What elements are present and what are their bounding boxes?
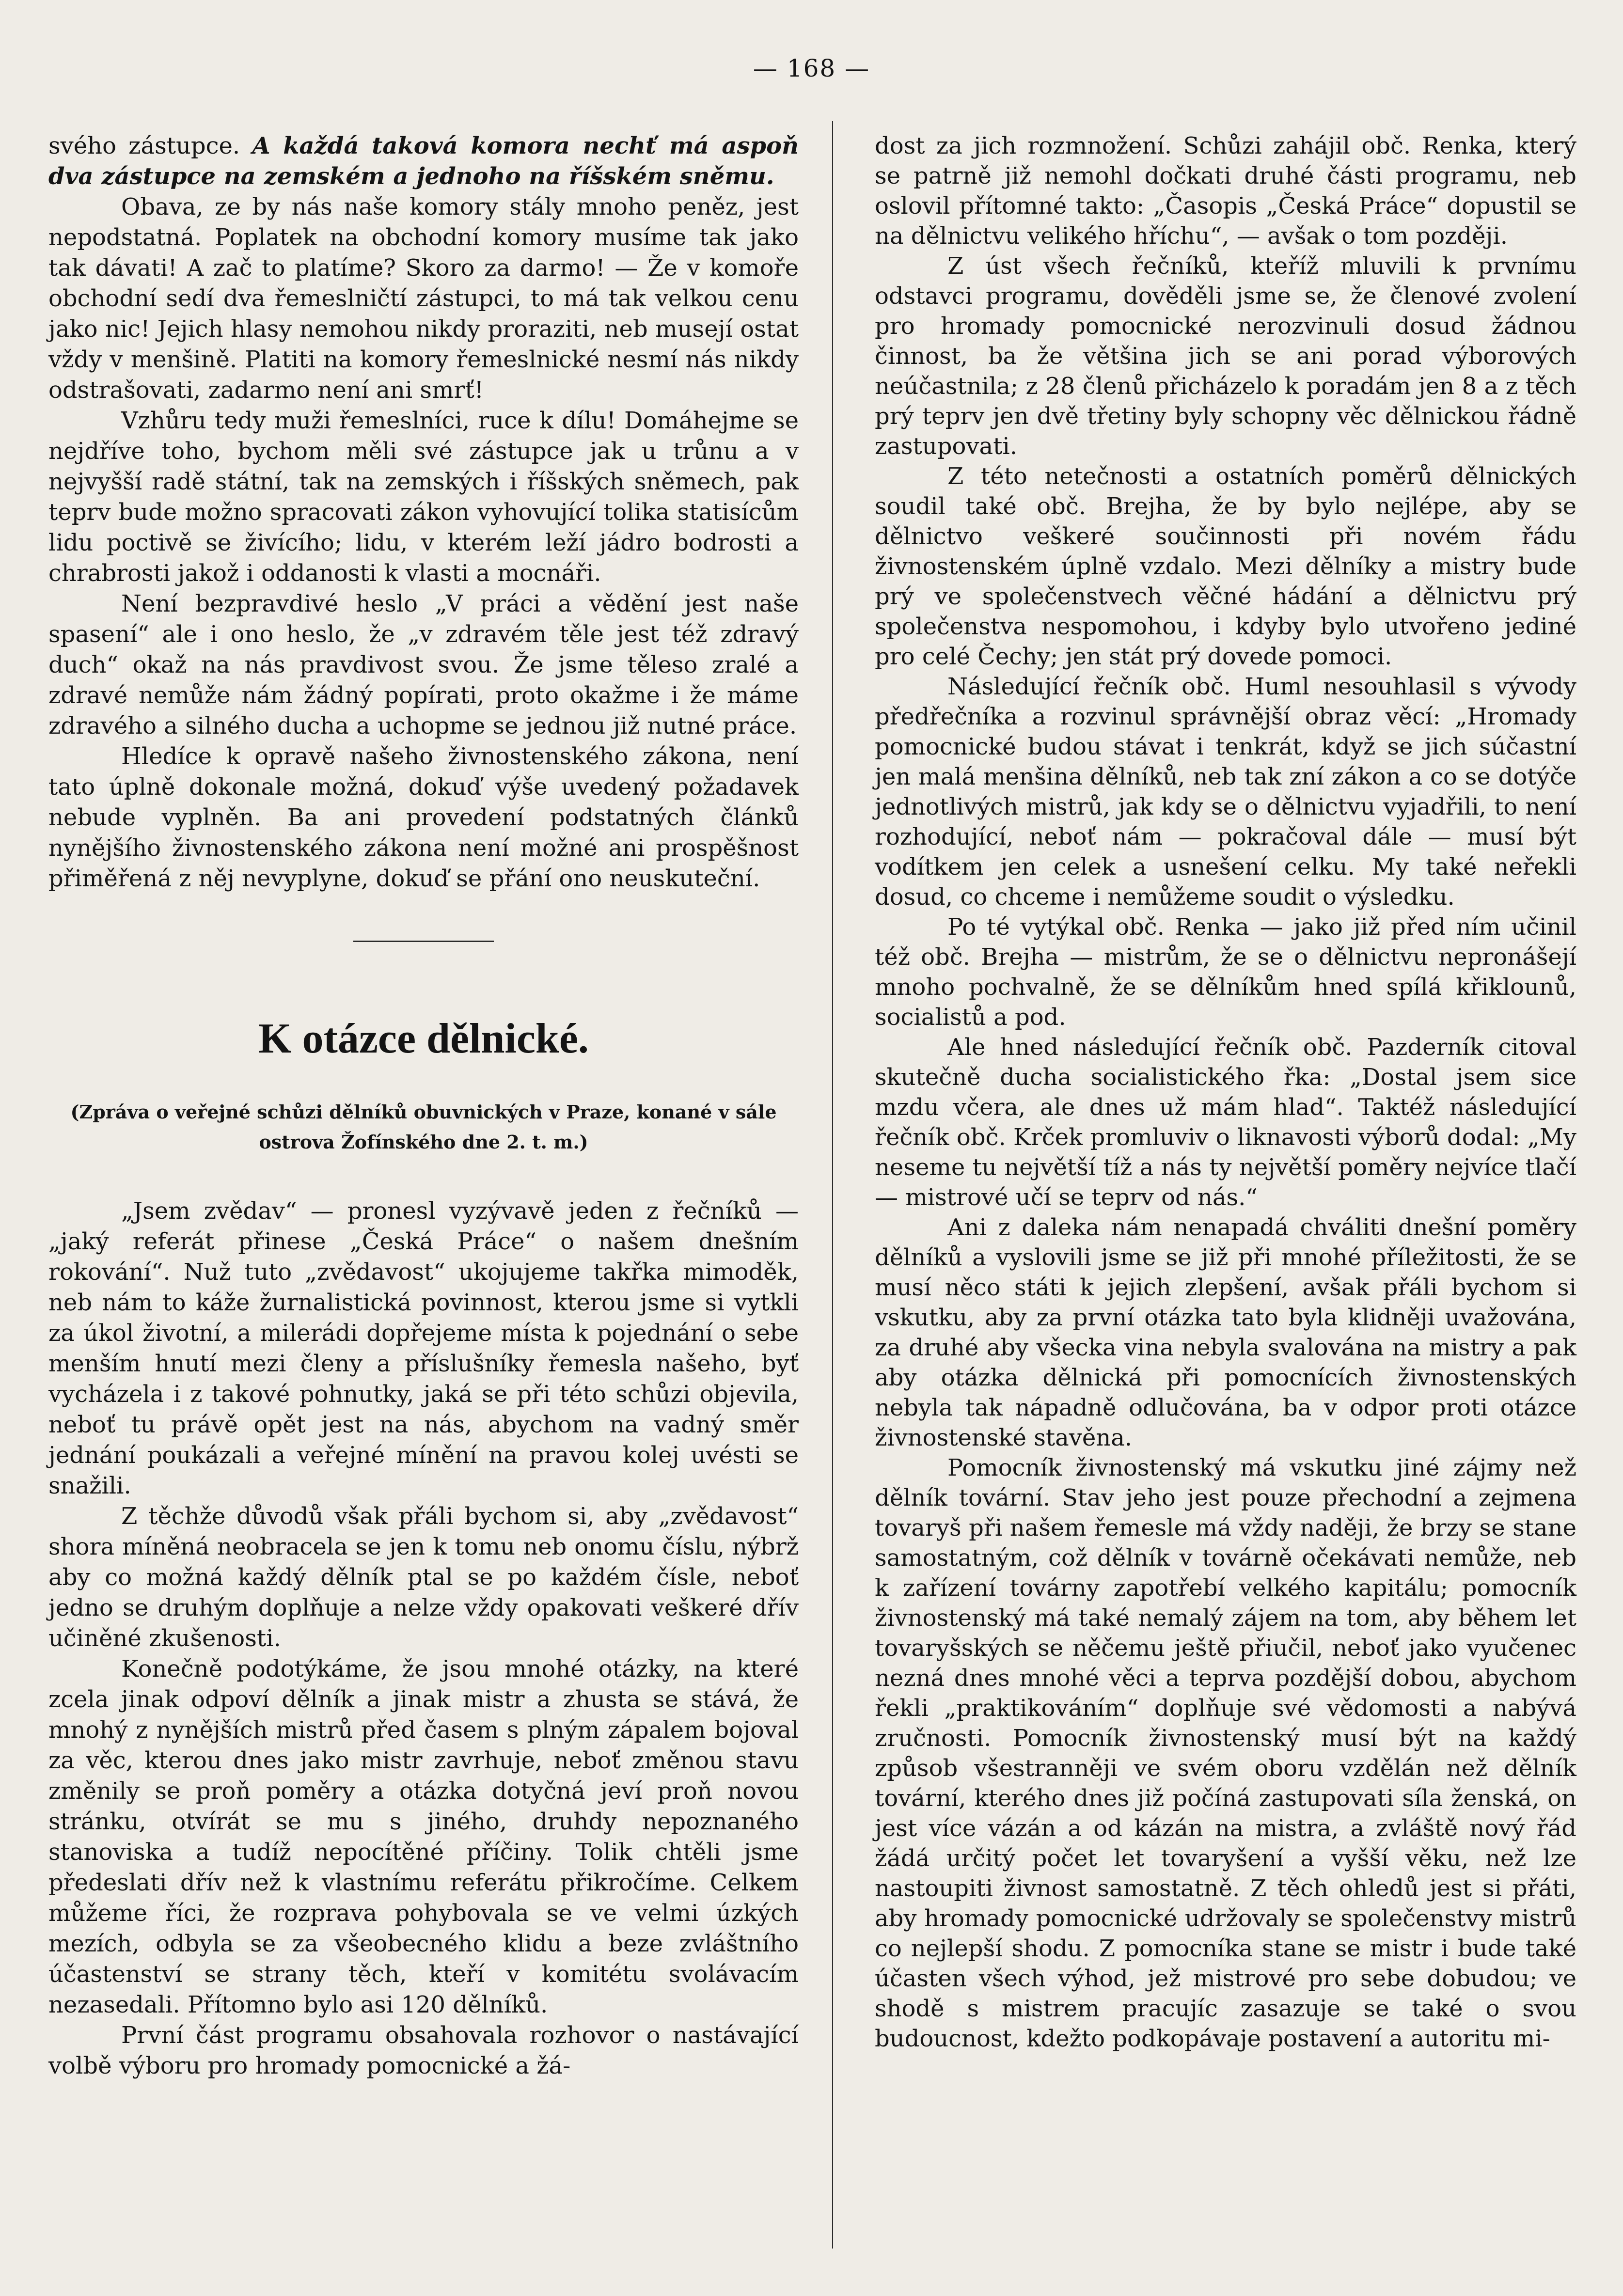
article-paragraph: Pomocník živnostenský má vskutku jiné zájmy než dělník tovární. Stav jeho jest pouze přechodní a zejmena tovaryš při našem řemesle má vždy naději, že brzy se stane samostatným, což dělník v továrně očekávati nemůže, neb k zařízení továrny zapotřebí velkého kapitálu; pomocník živnostenský má také nemalý zájem na tom, aby během let tovaryšských se něčemu ještě přiučil, neboť jako vyučenec nezná dnes mnohé věci a teprva pozdější dobou, abychom řekli „praktikováním“ doplňuje své vědomosti a nabývá zručnosti. Pomocník živnostenský musí být na každý způsob všestranněji ve svém oboru vzdělán než dělník tovární, kterého dnes již počíná zastupovati síla ženská, on jest více vázán a od kázán na mistra, a zvláště nový řád žádá určitý počet let tovaryšení a vyšší věku, než lze nastoupiti živnost samostatně. Z těch ohledů jest si přáti, aby hromady pomocnické udržovaly se společenstvy mistrů co nejlepší shodu. Z pomocníka stane se mistr i bude také účasten všech výhod, jež mistrové pro sebe dobudou; ve shodě s mistrem pracujíc zasazuje se také o svou budoucnost, kdežto podkopávaje postavení a autoritu mi-: [875, 1454, 1576, 2052]
article-paragraph: První část programu obsahovala rozhovor o nastávající volbě výboru pro hromady pomocnické a žá-: [48, 2022, 799, 2079]
article-subtitle: (Zpráva o veřejné schůzi dělníků obuvnických v Praze, konané v sále ostrova Žofínského dne 2. t. m.): [70, 1101, 777, 1153]
right-column: [875, 131, 1576, 2054]
article-paragraph: Z této netečnosti a ostatních poměrů dělnických soudil také obč. Brejha, že by bylo nejlépe, aby se dělnictvo veškeré součinnosti při novém řádu živnostenském úplně vzdalo. Mezi dělníky a mistry bude prý ve společenstvech věčné hádání a dělnictvu prý společenstva nespomohou, i kdyby bylo utvořeno jediné pro celé Čechy; jen stát prý dovede pomoci.: [875, 463, 1576, 670]
intro-paragraph: [48, 131, 799, 192]
article-paragraph: Z úst všech řečníků, kteříž mluvili k prvnímu odstavci programu, dověděli jsme se, že členové zvolení pro hromady pomocnické nerozvinuli dosud žádnou činnost, ba že většina jich se ani porad výborových neúčastnila; z 28 členů přicházelo k poradám jen 8 a z těch prý teprv jen dvě třetiny byly schopny věc dělnickou řádně zastupovati.: [875, 252, 1576, 460]
paragraph: Hledíce k opravě našeho živnostenského zákona, není tato úplně dokonale možná, dokuď výše uvedený požadavek nebude vyplněn. Ba ani provedení podstatných článků nynějšího živnostenského zákona není možné ani prospěšnost přiměřená z něj nevyplyne, dokuď se přání ono neuskuteční.: [48, 743, 799, 892]
column-divider: [832, 121, 833, 2249]
paragraph: Vzhůru tedy muži řemeslníci, ruce k dílu! Domáhejme se nejdříve toho, bychom měli své zástupce jak u trůnu a v nejvyšší radě státní, tak na zemských i říšských sněmech, pak teprv bude možno spracovati zákon vyhovující tolika statisícům lidu poctivě se živícího; lidu, v kterém leží jádro bodrosti a chrabrosti jakož i oddanosti k vlasti a mocnáři.: [48, 407, 799, 587]
page-number: — 168 —: [753, 54, 870, 82]
intro-italic: A každá taková komora nechť má aspoň dva zástupce na zemském a jednoho na říšském sněmu.: [48, 132, 799, 190]
article-paragraph: Ani z daleka nám nenapadá chváliti dnešní poměry dělníků a vyslovili jsme se již při mnohé příležitosti, že se musí něco státi k jejich zlepšení, avšak přáli bychom si vskutku, aby za první otázka tato byla klidněji uvažována, za druhé aby všecka vina nebyla svalována na mistry a pak aby otázka dělnická při pomocnících živnostenských nebyla tak nápadně odlučována, ba v odpor proti otázce živnostenské stavěna.: [875, 1214, 1576, 1451]
article-paragraph: Ale hned následující řečník obč. Pazderník citoval skutečně ducha socialistického řka: „Dostal jsem sice mzdu včera, ale dnes už mám hlad“. Taktéž následující řečník obč. Krček promluviv o liknavosti výborů dodal: „My neseme tu největší tíž a nás ty největší poměry nejvíce tlačí — mistrové učí se teprv od nás.“: [875, 1034, 1576, 1211]
article-paragraph: Následující řečník obč. Huml nesouhlasil s vývody předřečníka a rozvinul správnější obraz věcí: „Hromady pomocnické budou stávat i tenkrát, když se jich súčastní jen malá menšina dělníků, neb tak zní zákon a co se dotýče jednotlivých mistrů, jak kdy se o dělnictvu vyjadřili, to není rozhodující, neboť nám — pokračoval dále — musí být vodítkem jen celek a usnešení celku. My také neřekli dosud, co chceme i nemůžeme soudit o výsledku.: [875, 673, 1576, 911]
article-paragraph: dost za jich rozmnožení. Schůzi zahájil obč. Renka, který se patrně již nemohl dočkati druhé části programu, neb oslovil přítomné takto: „Časopis „Česká Práce“ dopustil se na dělnictvu velikého hříchu“, — avšak o tom později.: [875, 132, 1576, 250]
intro-plain: svého zástupce.: [48, 132, 240, 159]
paragraph: Není bezpravdivé heslo „V práci a vědění jest naše spasení“ ale i ono heslo, že „v zdravém těle jest též zdravý duch“ okaž na nás pravdivost svou. Že jsme těleso zralé a zdravé nemůže nám žádný popírati, proto okažme i že máme zdravého a silného ducha a uchopme se jednou již nutné práce.: [48, 590, 799, 739]
article-paragraph: Konečně podotýkáme, že jsou mnohé otázky, na které zcela jinak odpoví dělník a jinak mistr a zhusta se stává, že mnohý z nynějších mistrů před časem s plným zápalem bojoval za věc, kterou dnes jako mistr zavrhuje, neboť změnou stavu změnily se proň poměry a otázka dotyčná jeví proň novou stránku, otvírát se mu s jiného, druhdy nepoznaného stanoviska a tudíž nepocítěné příčiny. Tolik chtěli jsme předeslati dřív než k vlastnímu referátu přikročíme. Celkem můžeme říci, že rozprava pohybovala se ve velmi úzkých mezích, odbyla se za všeobecného klidu a beze zvláštního účastenství se strany těch, kteří v komitétu svolávacím nezasedali. Přítomno bylo asi 120 dělníků.: [48, 1655, 799, 2018]
article-paragraph: Po té vytýkal obč. Renka — jako již před ním učinil též obč. Brejha — mistrům, že se o dělnictvu nepronášejí mnoho pochvalně, že se dělníkům hned spílá křiklounů, socialistů a pod.: [875, 913, 1576, 1031]
left-column: [48, 131, 799, 2081]
article-paragraph: „Jsem zvědav“ — pronesl vyzývavě jeden z řečníků — „jaký referát přinese „Česká Práce“ o našem dnešním rokování“. Nuž tuto „zvědavost“ ukojujeme takřka mimoděk, neb nám to káže žurnalistická povinnost, kterou jsme si vytkli za úkol životní, a milerádi dopřejeme místa k pojednání o sebe menším hnutí mezi členy a příslušníky řemesla našeho, byť vycházela i z takové pohnutky, jaká se při této schůzi objevila, neboť tu právě opět jest na nás, abychom na vadný směr jednání poukázali a veřejné mínění na pravou kolej uvésti se snažili.: [48, 1197, 799, 1499]
section-divider: [353, 941, 494, 942]
paragraph: Obava, ze by nás naše komory stály mnoho peněz, jest nepodstatná. Poplatek na obchodní komory musíme tak jako tak dávati! A zač to platíme? Skoro za darmo! — Že v komoře obchodní sedí dva řemeslničtí zástupci, to má tak velkou cenu jako nic! Jejich hlasy nemohou nikdy proraziti, neb musejí ostat vždy v menšině. Platiti na komory řemeslnické nesmí nás nikdy odstrašovati, zadarmo není ani smrť!: [48, 193, 799, 404]
article-title: K otázce dělnické.: [258, 1015, 589, 1062]
article-paragraph: Z těchže důvodů však přáli bychom si, aby „zvědavost“ shora míněná neobracela se jen k tomu neb onomu číslu, nýbrž aby co možná každý dělník ptal se po každém čísle, neboť jedno se druhým doplňuje a nelze vždy opakovati veškeré dřív učiněné zkušenosti.: [48, 1503, 799, 1652]
